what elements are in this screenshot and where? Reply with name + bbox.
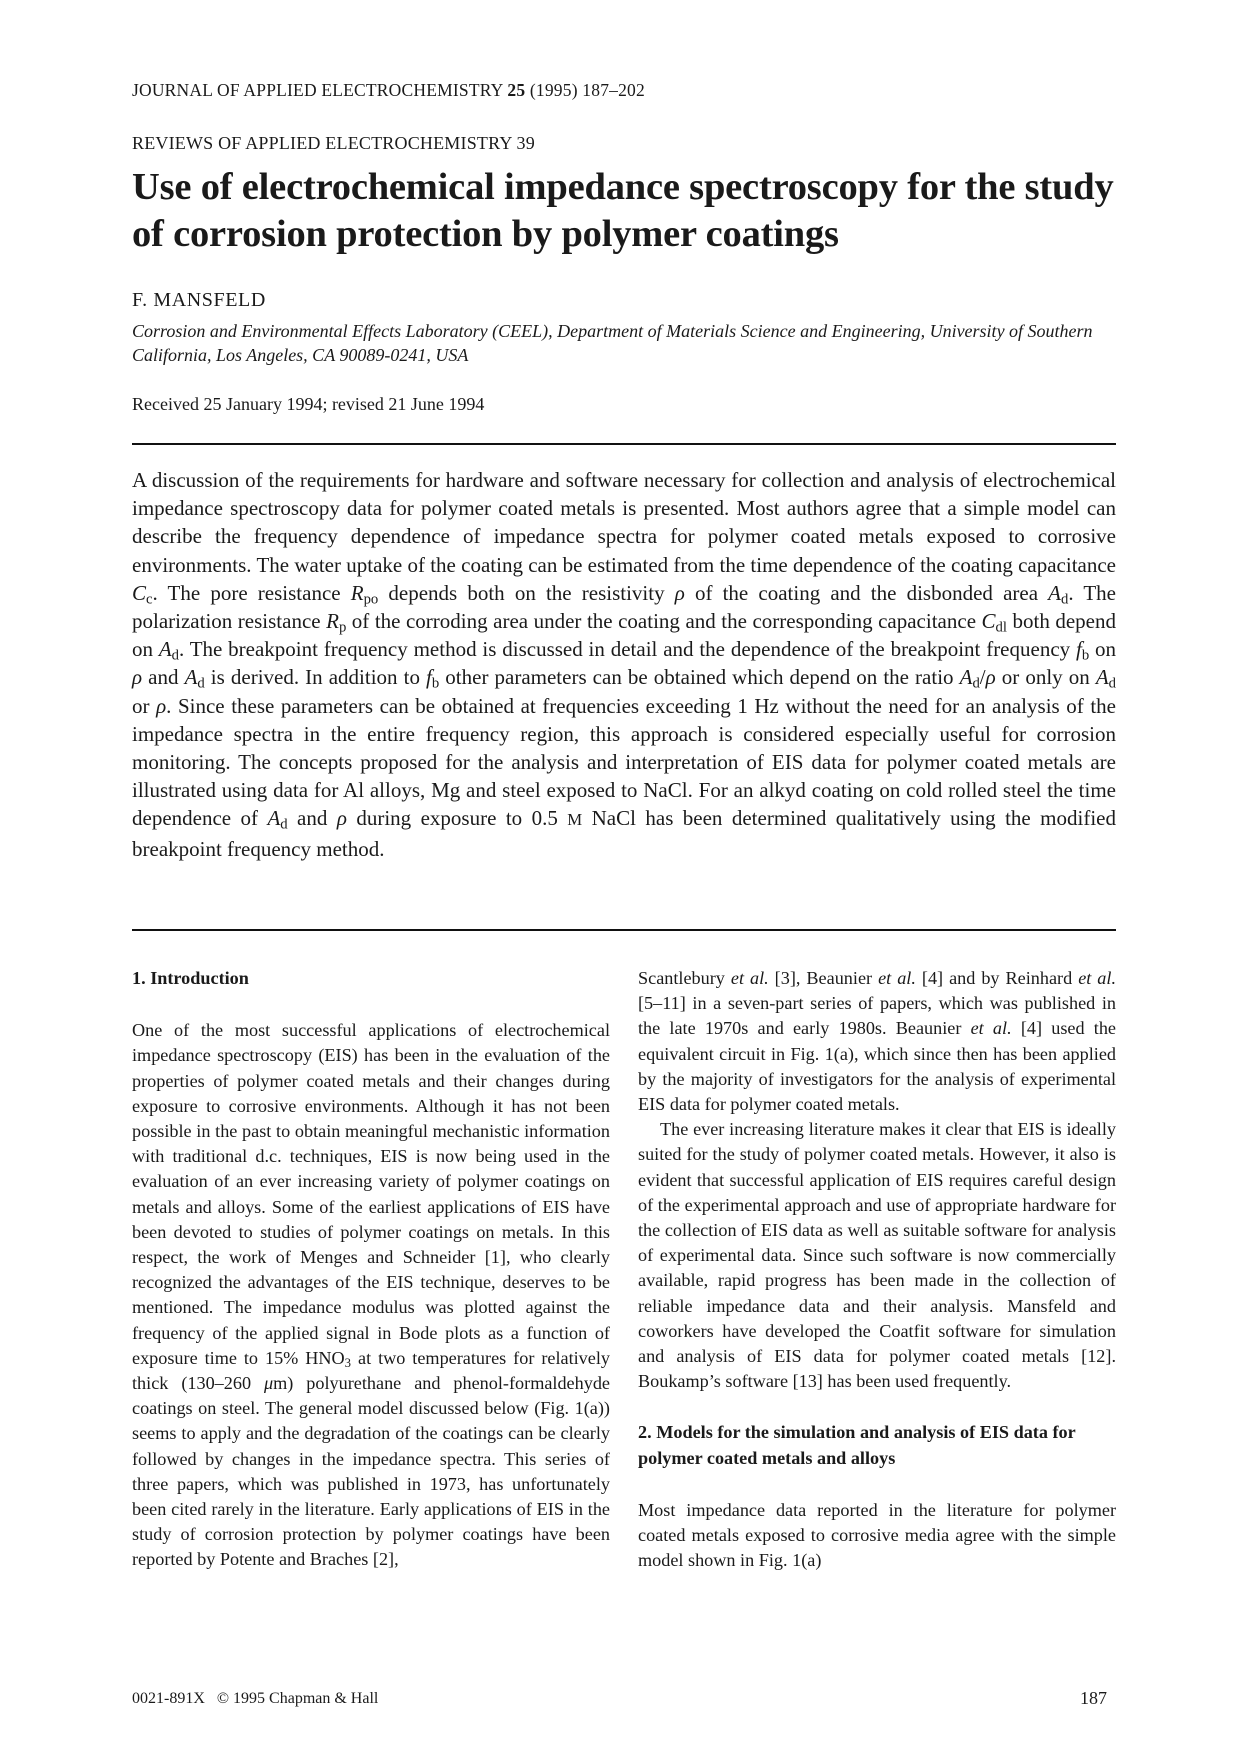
abstract-text: A discussion of the requirements for hardware and software necessary for collection and analysis of electrochemical impedance spectroscopy data for polymer coated metals is presented. Most authors agree that a simple model can describe the frequency dependence of impedance spectra for polymer coated metals exposed to corrosive environments. The water uptake of the coating can be estimated from the time dependence of the coating capacitance $C_c$. The pore resistance $R_{po}$ depends both on the resistivity ρ of the coating and the disbonded area $A_d$. The polarization resistance $R_p$ of the corroding area under the coating and the corresponding capacitance $C_{dl}$ both depend on $A_d$. The breakpoint frequency method is discussed in detail and the dependence of the breakpoint frequency $f_b$ on ρ and $A_d$ is derived. In addition to $f_b$ other parameters can be obtained which depend on the ratio $A_d/\rho$ or only on $A_d$ or ρ. Since these parameters can be obtained at frequencies exceeding 1 Hz without the need for an analysis of the impedance spectra in the entire frequency region, this approach is considered especially useful for corrosion monitoring. The concepts proposed for the analysis and interpretation of EIS data for polymer coated metals are illustrated using data for Al alloys, Mg and steel exposed to NaCl. For an alkyd coating on cold rolled steel the time dependence of $A_d$ and ρ during exposure to 0.5 M NaCl has been determined qualitatively using the modified breakpoint frequency method. bbox=[132, 468, 1117, 861]
abstract bbox=[132, 466, 1116, 863]
right-column bbox=[638, 966, 1116, 1573]
journal-year-pages: (1995) 187–202 bbox=[529, 80, 645, 100]
section-heading-introduction: 1. Introduction bbox=[132, 968, 249, 988]
author-affiliation: Corrosion and Environmental Effects Laboratory (CEEL), Department of Materials Science and Engineering, University of Southern California, Los Angeles, CA 90089-0241, USA bbox=[132, 321, 1093, 365]
intro-paragraph-1: One of the most successful applications of electrochemical impedance spectroscopy (EIS) has been in the evaluation of the properties of polymer coated metals and their changes during exposure to corrosive environments. Although it has not been possible in the past to obtain meaningful mechanistic information with traditional d.c. techniques, EIS is now being used in the evaluation of an ever increasing variety of polymer coatings on metals and alloys. Some of the earliest applications of EIS have been devoted to studies of polymer coatings on metals. In this respect, the work of Menges and Schneider [1], who clearly recognized the advantages of the EIS technique, deserves to be mentioned. The impedance modulus was plotted against the frequency of the applied signal in Bode plots as a function of exposure time to 15% $HNO_3$ at two temperatures for relatively thick (130–260 μm) polyurethane and phenol-formaldehyde coatings on steel. The general model discussed below (Fig. 1(a)) seems to apply and the degradation of the coatings can be clearly followed by changes in the impedance spectra. This series of three papers, which was published in 1973, has unfortunately been cited rarely in the literature. Early applications of EIS in the study of corrosion protection by polymer coatings have been reported by Potente and Braches [2], bbox=[132, 1020, 610, 1570]
section-heading-models: 2. Models for the simulation and analysis of EIS data for polymer coated metals and alloys bbox=[638, 1422, 1076, 1468]
footer-issn-copyright: 0021-891X © 1995 Chapman & Hall bbox=[132, 1690, 379, 1707]
intro-paragraph-2: The ever increasing literature makes it clear that EIS is ideally suited for the study of polymer coated metals. However, it also is evident that successful application of EIS requires careful design of the experimental approach and use of appropriate hardware for the collection of EIS data as well as suitable software for analysis of experimental data. Since such software is now commercially available, rapid progress has been made in the collection of reliable impedance data and their analysis. Mansfeld and coworkers have developed the Coatfit software for simulation and analysis of EIS data for polymer coated metals [12]. Boukamp’s software [13] has been used frequently. bbox=[638, 1119, 1116, 1392]
series-label: REVIEWS OF APPLIED ELECTROCHEMISTRY 39 bbox=[132, 133, 535, 153]
article-author: F. MANSFELD bbox=[132, 289, 266, 311]
journal-citation bbox=[132, 80, 645, 101]
abstract-divider bbox=[132, 929, 1116, 931]
left-column bbox=[132, 966, 610, 1573]
intro-paragraph-1-continued: Scantlebury et al. [3], Beaunier et al. [4] and by Reinhard et al. [5–11] in a seven-part series of papers, which was published in the late 1970s and early 1980s. Beaunier et al. [4] used the equivalent circuit in Fig. 1(a), which since then has been applied by the majority of investigators for the analysis of experimental EIS data for polymer coated metals. bbox=[638, 968, 1116, 1115]
journal-name: JOURNAL OF APPLIED ELECTROCHEMISTRY bbox=[132, 80, 503, 100]
top-divider bbox=[132, 443, 1116, 445]
article-title: Use of electrochemical impedance spectroscopy for the study of corrosion protection by polymer coatings bbox=[132, 166, 1114, 255]
page-number: 187 bbox=[1080, 1688, 1107, 1708]
received-dates: Received 25 January 1994; revised 21 June 1994 bbox=[132, 394, 485, 414]
journal-volume: 25 bbox=[507, 80, 526, 100]
models-paragraph-1: Most impedance data reported in the literature for polymer coated metals exposed to corrosive media agree with the simple model shown in Fig. 1(a) bbox=[638, 1499, 1116, 1571]
